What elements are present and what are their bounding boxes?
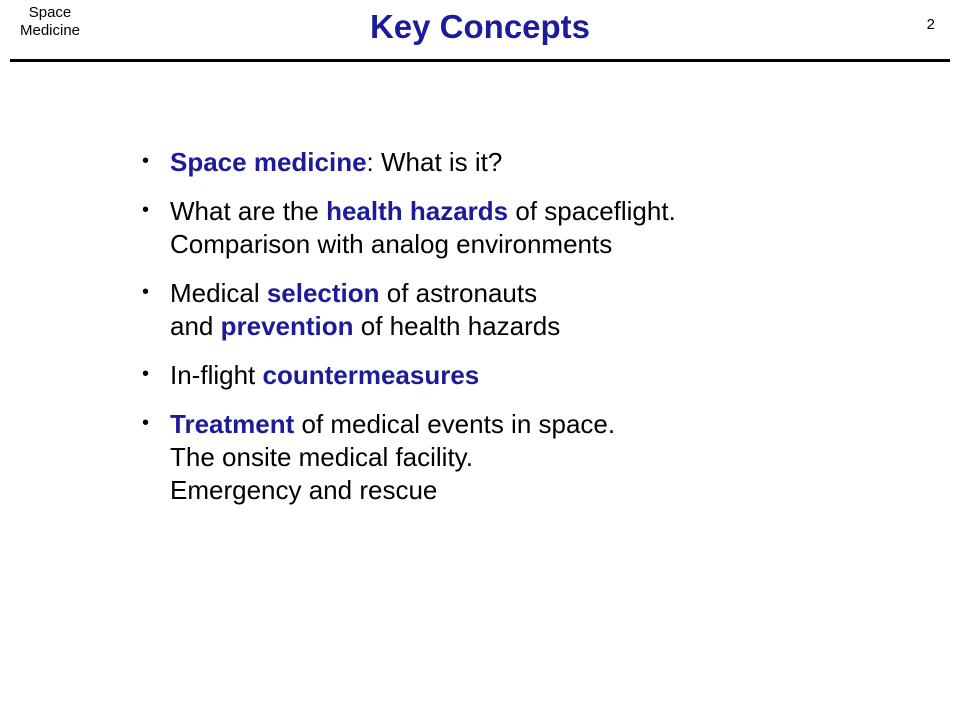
bullet-dot-icon: • bbox=[142, 281, 150, 303]
bullet-text: of medical events in space. bbox=[294, 409, 616, 439]
bullet-line bbox=[170, 408, 922, 441]
bullet-item bbox=[142, 359, 922, 392]
bullet-line bbox=[170, 228, 922, 261]
bullet-line bbox=[170, 310, 922, 343]
bullet-line bbox=[170, 441, 922, 474]
bullet-text: Emergency and rescue bbox=[170, 475, 438, 505]
corner-label-line-2: Medicine bbox=[19, 22, 81, 39]
highlighted-term: countermeasures bbox=[262, 360, 480, 390]
highlighted-term: health hazards bbox=[326, 196, 509, 226]
bullet-line bbox=[170, 359, 922, 392]
bullet-text: Medical bbox=[170, 278, 267, 308]
bullet-text: : What is it? bbox=[366, 147, 503, 177]
bullet-text: Comparison with analog environments bbox=[170, 229, 613, 259]
bullet-text: of spaceflight. bbox=[508, 196, 676, 226]
bullet-dot-icon: • bbox=[142, 199, 150, 221]
bullet-text: of health hazards bbox=[353, 311, 561, 341]
corner-label-line-1: Space bbox=[28, 4, 72, 21]
highlighted-term: Treatment bbox=[170, 409, 295, 439]
title-divider bbox=[10, 59, 950, 62]
bullet-line bbox=[170, 195, 922, 228]
bullet-list bbox=[142, 146, 922, 523]
page-number: 2 bbox=[926, 16, 935, 33]
bullet-line bbox=[170, 277, 922, 310]
bullet-line bbox=[170, 474, 922, 507]
bullet-item bbox=[142, 277, 922, 343]
bullet-text: In-flight bbox=[170, 360, 263, 390]
bullet-line bbox=[170, 146, 922, 179]
bullet-dot-icon: • bbox=[142, 412, 150, 434]
bullet-dot-icon: • bbox=[142, 150, 150, 172]
bullet-item bbox=[142, 195, 922, 261]
highlighted-term: Space medicine bbox=[170, 147, 367, 177]
bullet-text: and bbox=[170, 311, 221, 341]
slide-title: Key Concepts bbox=[369, 8, 591, 45]
highlighted-term: selection bbox=[266, 278, 380, 308]
bullet-text: of astronauts bbox=[379, 278, 538, 308]
bullet-item bbox=[142, 146, 922, 179]
bullet-dot-icon: • bbox=[142, 363, 150, 385]
highlighted-term: prevention bbox=[220, 311, 354, 341]
bullet-item bbox=[142, 408, 922, 507]
bullet-text: What are the bbox=[170, 196, 327, 226]
bullet-text: The onsite medical facility. bbox=[170, 442, 473, 472]
